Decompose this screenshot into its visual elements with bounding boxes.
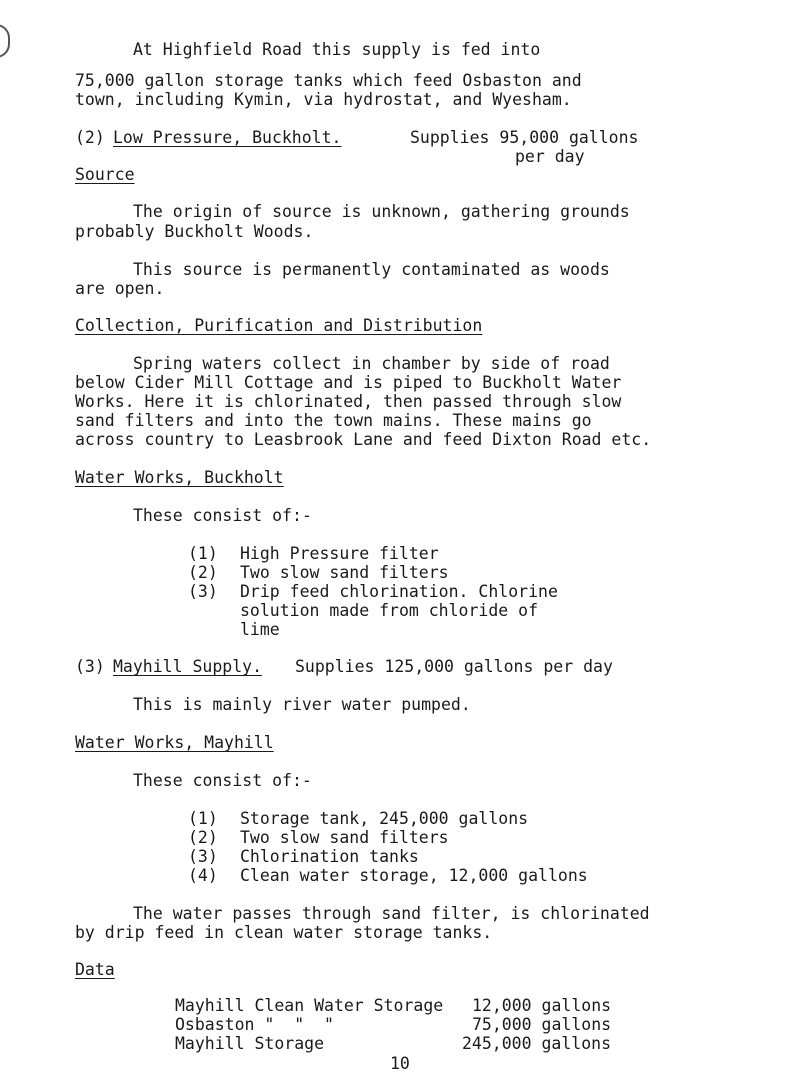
buckholt-item-continuation: solution made from chloride of xyxy=(240,601,539,620)
data-row-value: 12,000 gallons xyxy=(472,996,612,1015)
low-pressure-title: Low Pressure, Buckholt. xyxy=(113,128,342,147)
mayhill-summary-line-2: by drip feed in clean water storage tanks. xyxy=(75,923,493,942)
data-row-value: 75,000 gallons xyxy=(472,1015,612,1034)
source-para1-line1: The origin of source is unknown, gathering grounds xyxy=(133,202,630,221)
mayhill-item-text: Chlorination tanks xyxy=(240,847,419,866)
buckholt-item-text: Two slow sand filters xyxy=(240,563,449,582)
buckholt-item-num: (3) xyxy=(188,582,218,601)
collection-heading: Collection, Purification and Distribution xyxy=(75,316,483,335)
collection-line-3: Works. Here it is chlorinated, then passed through slow xyxy=(75,392,622,411)
buckholt-works-heading: Water Works, Buckholt xyxy=(75,468,284,487)
mayhill-supply-note: This is mainly river water pumped. xyxy=(133,695,471,714)
data-heading: Data xyxy=(75,960,115,979)
buckholt-item-num: (2) xyxy=(188,563,218,582)
mayhill-works-heading: Water Works, Mayhill xyxy=(75,733,274,752)
buckholt-item-num: (1) xyxy=(188,544,218,563)
collection-line-5: across country to Leasbrook Lane and feed Dixton Road etc. xyxy=(75,430,652,449)
buckholt-item-text: High Pressure filter xyxy=(240,544,439,563)
mayhill-supply-number: (3) xyxy=(75,657,105,676)
buckholt-item-continuation: lime xyxy=(240,620,280,639)
low-pressure-per-day: per day xyxy=(515,147,585,166)
mayhill-summary-line-1: The water passes through sand filter, is chlorinated xyxy=(133,904,650,923)
collection-line-1: Spring waters collect in chamber by side of road xyxy=(133,354,610,373)
source-heading: Source xyxy=(75,165,135,184)
data-row-label: Osbaston " " " xyxy=(175,1015,334,1034)
mayhill-item-text: Storage tank, 245,000 gallons xyxy=(240,809,529,828)
data-row-label: Mayhill Storage xyxy=(175,1034,325,1053)
low-pressure-number: (2) xyxy=(75,128,105,147)
intro-line-2: 75,000 gallon storage tanks which feed Osbaston and xyxy=(75,71,582,90)
intro-line-1: At Highfield Road this supply is fed into xyxy=(133,40,541,59)
collection-line-2: below Cider Mill Cottage and is piped to Buckholt Water xyxy=(75,373,622,392)
data-row-value: 245,000 gallons xyxy=(462,1034,612,1053)
mayhill-item-num: (3) xyxy=(188,847,218,866)
low-pressure-supplies: Supplies 95,000 gallons xyxy=(410,128,639,147)
binder-hole-mark xyxy=(0,24,10,58)
source-para2-line2: are open. xyxy=(75,279,165,298)
mayhill-item-num: (4) xyxy=(188,866,218,885)
intro-line-3: town, including Kymin, via hydrostat, and Wyesham. xyxy=(75,90,572,109)
mayhill-item-num: (1) xyxy=(188,809,218,828)
mayhill-supply-supplies: Supplies 125,000 gallons per day xyxy=(295,657,613,676)
buckholt-works-intro: These consist of:- xyxy=(133,506,312,525)
page-number: 10 xyxy=(390,1054,410,1073)
collection-line-4: sand filters and into the town mains. These mains go xyxy=(75,411,592,430)
mayhill-item-text: Two slow sand filters xyxy=(240,828,449,847)
data-row-label: Mayhill Clean Water Storage xyxy=(175,996,444,1015)
buckholt-item-text: Drip feed chlorination. Chlorine xyxy=(240,582,558,601)
mayhill-supply-title: Mayhill Supply. xyxy=(113,657,263,676)
mayhill-item-num: (2) xyxy=(188,828,218,847)
source-para2-line1: This source is permanently contaminated as woods xyxy=(133,260,610,279)
source-para1-line2: probably Buckholt Woods. xyxy=(75,222,314,241)
mayhill-works-intro: These consist of:- xyxy=(133,771,312,790)
mayhill-item-text: Clean water storage, 12,000 gallons xyxy=(240,866,588,885)
